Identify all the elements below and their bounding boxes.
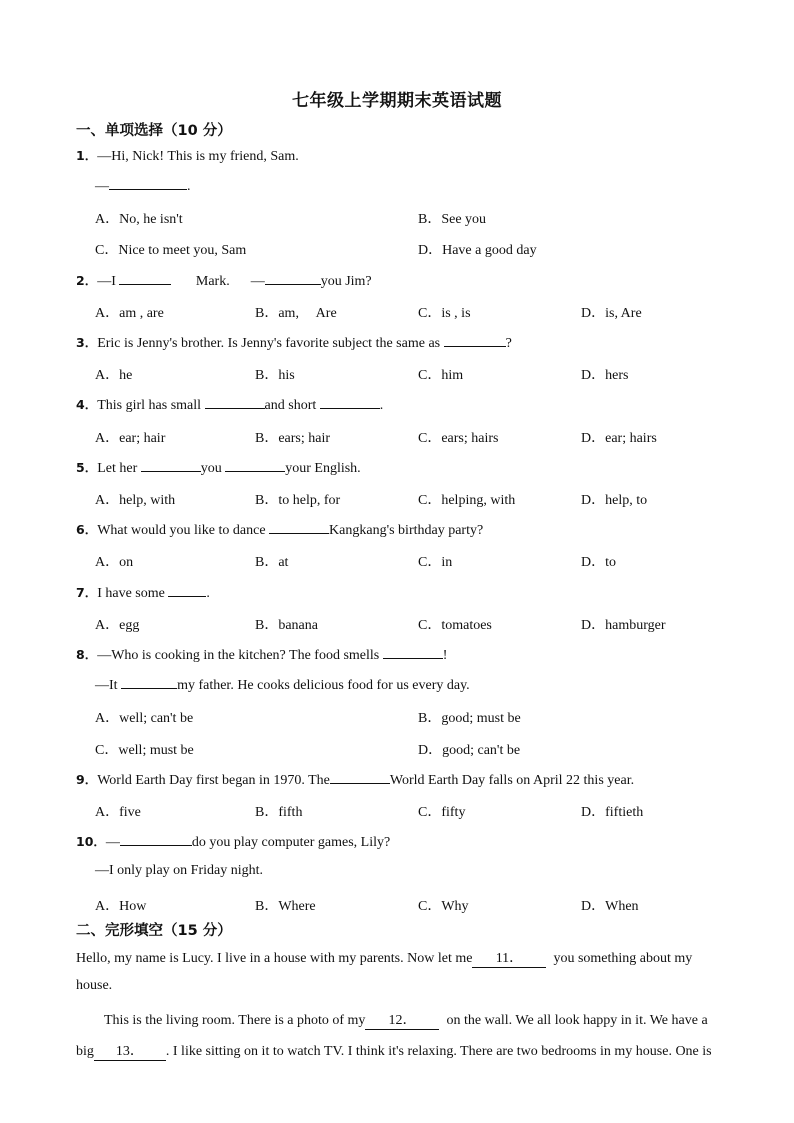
option-a[interactable]: A．he [95,368,133,383]
punct: . [206,586,210,601]
option-b[interactable]: B．to help, for [255,493,341,508]
answer-blank[interactable] [320,396,380,409]
cloze-gap-12[interactable]: 12． [365,1009,439,1030]
stem-part: —It [95,678,118,693]
question-number: 6． [76,522,98,537]
question-number: 1． [76,148,98,163]
answer-blank[interactable] [121,676,177,689]
passage-text: big [76,1044,94,1059]
stem-part: What would you like to dance [97,523,266,538]
question-1 [76,146,299,165]
section-heading-cloze: 二、完形填空（15 分） [76,923,232,939]
question-7 [76,583,210,602]
answer-blank[interactable] [205,396,265,409]
answer-blank[interactable] [269,521,329,534]
option-a[interactable]: A．help, with [95,493,176,508]
stem-part: you [200,461,222,476]
stem-part: my father. He cooks delicious food for us every day. [177,678,470,693]
stem-part: do you play computer games, Lily? [191,835,391,850]
stem-part: Let her [97,461,138,476]
answer-blank[interactable] [120,833,192,846]
stem-part: I have some [97,586,165,601]
option-b[interactable]: B．fifth [255,805,303,820]
option-d[interactable]: D．fiftieth [581,805,644,820]
option-c[interactable]: C．in [418,555,453,570]
section-heading-multiple-choice: 一、单项选择（10 分） [76,123,232,139]
answer-blank[interactable] [330,771,390,784]
question-number: 4． [76,397,98,412]
option-c[interactable]: C．tomatoes [418,618,492,633]
question-6 [76,520,483,539]
option-c[interactable]: C．helping, with [418,493,516,508]
option-d[interactable]: D．to [581,555,616,570]
cloze-line-3 [104,1009,770,1030]
option-b[interactable]: B．See you [418,212,487,227]
stem-part: — [105,835,120,850]
question-number: 3． [76,335,98,350]
stem-part: and short [264,398,317,413]
option-b[interactable]: B．his [255,368,295,383]
stem-part: —I [97,274,116,289]
question-2 [76,271,372,290]
option-c[interactable]: C．Nice to meet you, Sam [95,243,247,258]
cloze-gap-11[interactable]: 11． [472,947,546,968]
stem-part: World Earth Day first began in 1970. The [97,773,330,788]
question-number: 7． [76,585,98,600]
question-stem: —Hi, Nick! This is my friend, Sam. [97,149,299,164]
option-a[interactable]: A．ear; hair [95,431,166,446]
option-c[interactable]: C．him [418,368,464,383]
page-title: 七年级上学期期末英语试题 [292,91,502,111]
question-stem: Eric is Jenny's brother. Is Jenny's favorite subject the same as [97,336,441,351]
answer-blank[interactable] [141,459,201,472]
stem-part: Mark. [195,274,230,289]
option-b[interactable]: B．banana [255,618,318,633]
option-a[interactable]: A．No, he isn't [95,212,183,227]
option-a[interactable]: A．on [95,555,134,570]
passage-text: Hello, my name is Lucy. I live in a house with my parents. Now let me [76,951,473,966]
option-a[interactable]: A．five [95,805,141,820]
question-4 [76,395,383,414]
dash: — [95,179,109,194]
option-a[interactable]: A．am , are [95,306,164,321]
stem-part: Kangkang's birthday party? [329,523,484,538]
option-a[interactable]: A．How [95,899,147,914]
answer-blank[interactable] [168,584,206,597]
answer-blank[interactable] [444,334,506,347]
cloze-line-4 [76,1040,742,1061]
passage-text: . I like sitting on it to watch TV. I think it's relaxing. There are two bedrooms in my house. One is [165,1044,712,1059]
punct: . [379,398,384,413]
option-a[interactable]: A．egg [95,618,140,633]
option-b[interactable]: B．at [255,555,289,570]
option-c[interactable]: C．ears; hairs [418,431,499,446]
option-d[interactable]: D．Have a good day [418,243,537,258]
stem-part: —Who is cooking in the kitchen? The food smells [97,648,380,663]
option-c[interactable]: C．is , is [418,306,471,321]
question-10-reply: —I only play on Friday night. [95,863,263,878]
option-b[interactable]: B．ears; hair [255,431,331,446]
question-5 [76,458,361,477]
question-10 [76,832,390,851]
option-b[interactable]: B．good; must be [418,711,521,726]
option-c[interactable]: C．well; must be [95,743,194,758]
cloze-line-2: house. [76,978,113,993]
option-d[interactable]: D．is, Are [581,306,642,321]
passage-text: you something about my [553,951,693,966]
question-number: 8． [76,647,98,662]
option-d[interactable]: D．When [581,899,639,914]
option-a[interactable]: A．well; can't be [95,711,194,726]
option-b[interactable]: B．am, Are [255,306,337,321]
stem-part: World Earth Day falls on April 22 this year. [389,773,635,788]
question-3 [76,333,512,352]
question-number: 9． [76,772,98,787]
question-9 [76,770,634,789]
stem-part: your English. [285,461,361,476]
answer-blank[interactable] [109,177,187,190]
option-d[interactable]: D．hamburger [581,618,666,633]
answer-blank[interactable] [119,272,171,285]
stem-part: This girl has small [97,398,202,413]
question-number: 5． [76,460,98,475]
cloze-line-1 [76,947,742,968]
passage-text: This is the living room. There is a photo of my [104,1013,366,1028]
option-d[interactable]: D．good; can't be [418,743,521,758]
option-d[interactable]: D．ear; hairs [581,431,657,446]
answer-blank[interactable] [225,459,285,472]
option-c[interactable]: C．fifty [418,805,466,820]
stem-part: — [250,274,265,289]
passage-text: on the wall. We all look happy in it. We have a [446,1013,708,1028]
answer-blank[interactable] [265,272,321,285]
stem-part: you Jim? [320,274,372,289]
answer-blank[interactable] [383,646,443,659]
question-8 [76,645,447,664]
option-c[interactable]: C．Why [418,899,469,914]
punct: ! [442,648,448,663]
option-b[interactable]: B．Where [255,899,316,914]
question-number: 2． [76,273,98,288]
option-d[interactable]: D．help, to [581,493,648,508]
punct: . [187,179,191,194]
punct: ? [505,336,512,351]
cloze-gap-13[interactable]: 13． [94,1040,166,1061]
option-d[interactable]: D．hers [581,368,629,383]
question-8-line-2 [95,676,470,694]
question-number: 10． [76,834,106,849]
question-1-reply [95,177,191,195]
